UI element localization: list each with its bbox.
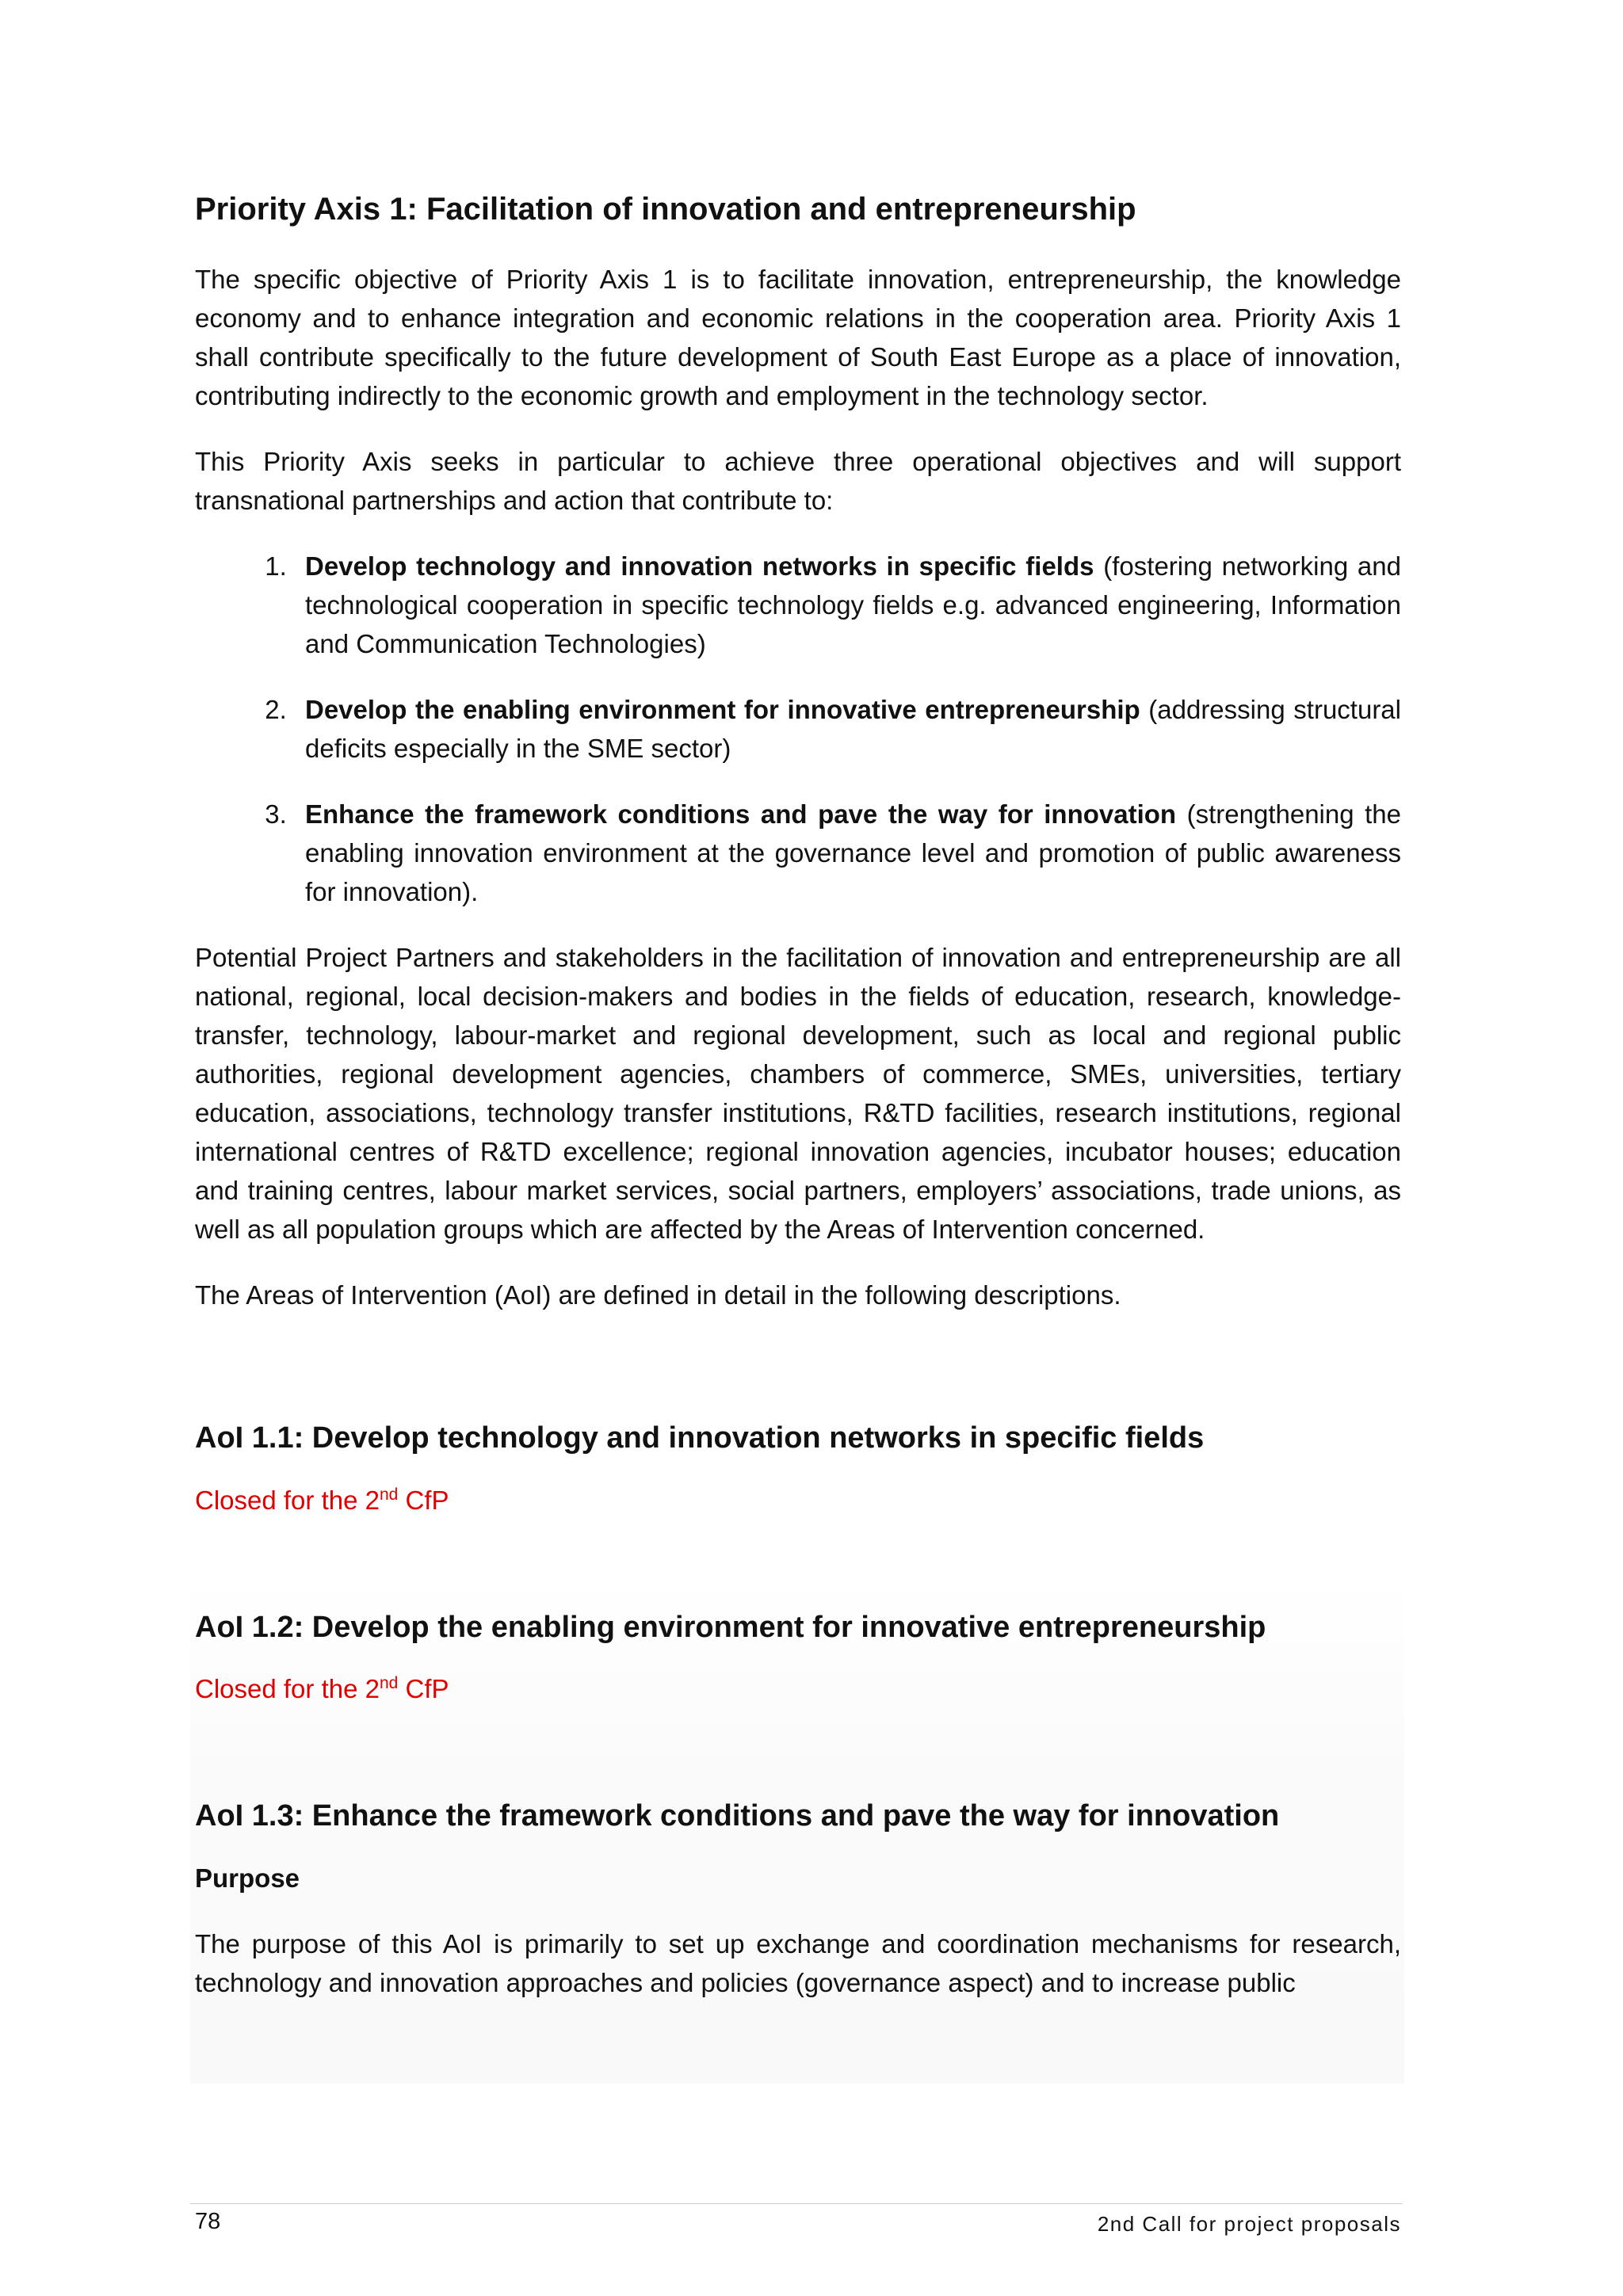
objective-description: (fostering networking and technological cooperation in specific technology fields e.g. advanced engineering, Information and Communication Technologies) [305,551,1401,658]
stakeholders-paragraph: Potential Project Partners and stakeholders in the facilitation of innovation and entrepreneurship are all national, regional, local decision-makers and bodies in the fields of education, research, knowledge-transfer, technology, labour-market and regional development, such as local and regional public authorities, regional development agencies, chambers of commerce, SMEs, universities, tertiary education, associations, technology transfer institutions, R&TD facilities, research institutions, regional international centres of R&TD excellence; regional innovation agencies, incubator houses; education and training centres, labour market services, social partners, employers’ associations, trade unions, as well as all population groups which are affected by the Areas of Intervention concerned. [195,943,1401,1244]
status-suffix: CfP [398,1674,449,1704]
document-page [195,190,1401,2029]
objective-description: (strengthening the enabling innovation environment at the governance level and promotion of public awareness for innovation). [305,799,1401,906]
objective-title: Develop technology and innovation networks in specific fields [305,551,1094,581]
aoi-1-2-status [195,1669,1401,1708]
intro-paragraph: The specific objective of Priority Axis 1 is to facilitate innovation, entrepreneurship, the knowledge economy and to enhance integration and economic relations in the cooperation area. Priority Axis 1 shall contribute specifically to the future development of South East Europe as a place of innovation, contributing indirectly to the economic growth and employment in the technology sector. [195,265,1401,410]
objective-title: Develop the enabling environment for innovative entrepreneurship [305,695,1140,724]
status-superscript: nd [379,1485,399,1504]
aoi-1-3-heading: AoI 1.3: Enhance the framework conditions and pave the way for innovation [195,1799,1280,1833]
status-text: Closed for the 2 [195,1674,380,1704]
aoi-1-1-status [195,1481,1401,1520]
list-item [294,547,1401,663]
objective-title: Enhance the framework conditions and pave the way for innovation [305,799,1177,829]
objectives-intro-paragraph: This Priority Axis seeks in particular to achieve three operational objectives and will support transnational partnerships and action that contribute to: [195,447,1401,515]
list-item [294,690,1401,768]
objective-description: (addressing structural deficits especially in the SME sector) [305,695,1401,763]
purpose-paragraph: The purpose of this AoI is primarily to set up exchange and coordination mechanisms for research, technology and innovation approaches and policies (governance aspect) and to increase public [195,1928,1401,1997]
aoi-intro-paragraph: The Areas of Intervention (AoI) are defined in detail in the following descriptions. [195,1280,1121,1310]
status-text: Closed for the 2 [195,1485,380,1515]
list-item [294,795,1401,911]
purpose-heading: Purpose [195,1863,300,1893]
page-number: 78 [195,2209,221,2234]
status-superscript: nd [379,1674,399,1693]
page-title: Priority Axis 1: Facilitation of innovation and entrepreneurship [195,192,1136,227]
footer-divider [190,2203,1403,2204]
aoi-1-1-heading: AoI 1.1: Develop technology and innovation networks in specific fields [195,1421,1205,1455]
footer-document-title: 2nd Call for project proposals [1097,2212,1401,2236]
aoi-1-2-heading: AoI 1.2: Develop the enabling environment for innovative entrepreneurship [195,1610,1266,1644]
status-suffix: CfP [398,1485,449,1515]
objectives-list [195,547,1401,911]
